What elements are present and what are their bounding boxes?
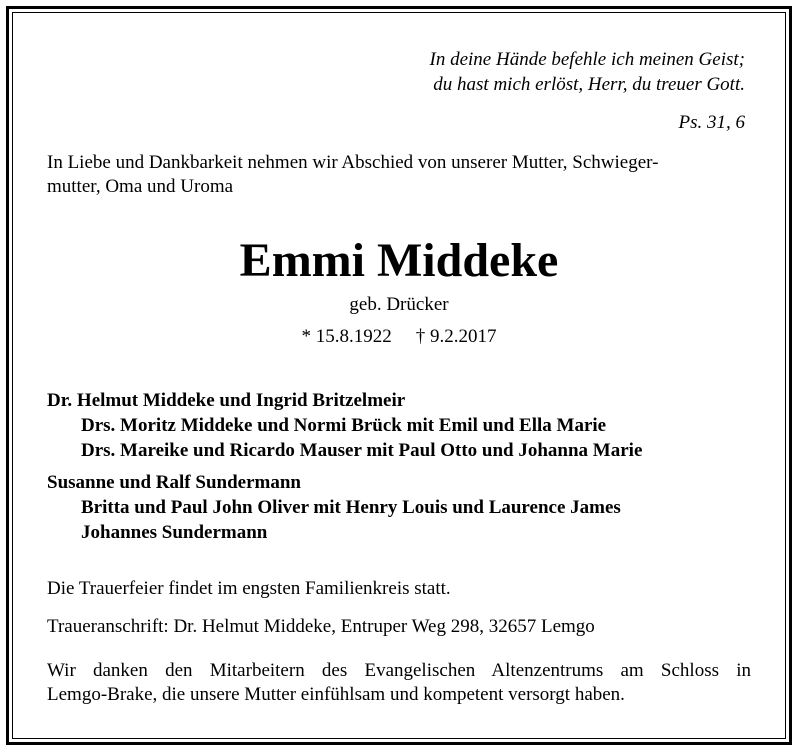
family-group-1-member: Drs. Moritz Middeke und Normi Brück mit Emil und Ella Marie [81, 415, 607, 436]
obituary-notice [6, 6, 792, 745]
funeral-note: Die Trauerfeier findet im engsten Familienkreis statt. [47, 578, 451, 599]
deceased-name: Emmi Middeke [239, 234, 559, 287]
intro-line-1: In Liebe und Dankbarkeit nehmen wir Abschied von unserer Mutter, Schwieger- [47, 152, 659, 173]
verse-line-1: In deine Hände befehle ich meinen Geist; [429, 49, 745, 70]
family-group-1-head: Dr. Helmut Middeke und Ingrid Britzelmeir [47, 390, 406, 411]
mourning-address: Traueranschrift: Dr. Helmut Middeke, Entruper Weg 298, 32657 Lemgo [47, 616, 595, 637]
thanks-text-1: Wir danken den Mitarbeitern des Evangelischen Altenzentrums am Schloss in [47, 660, 751, 681]
family-group-2-member: Johannes Sundermann [81, 522, 268, 543]
family-group-2-head: Susanne und Ralf Sundermann [47, 472, 301, 493]
thanks-line-2: Lemgo-Brake, die unsere Mutter einfühlsam und kompetent versorgt haben. [47, 684, 625, 705]
maiden-name: geb. Drücker [349, 294, 449, 315]
family-group-2-member: Britta und Paul John Oliver mit Henry Louis und Laurence James [81, 497, 621, 518]
intro-line-2: mutter, Oma und Uroma [47, 176, 234, 197]
birth-date: * 15.8.1922 [301, 326, 392, 347]
life-dates [9, 325, 789, 349]
family-group-1-member: Drs. Mareike und Ricardo Mauser mit Paul Otto und Johanna Marie [81, 440, 643, 461]
verse-line-2: du hast mich erlöst, Herr, du treuer Gott. [433, 74, 745, 95]
death-date: † 9.2.2017 [415, 326, 497, 347]
verse-reference: Ps. 31, 6 [678, 112, 745, 133]
